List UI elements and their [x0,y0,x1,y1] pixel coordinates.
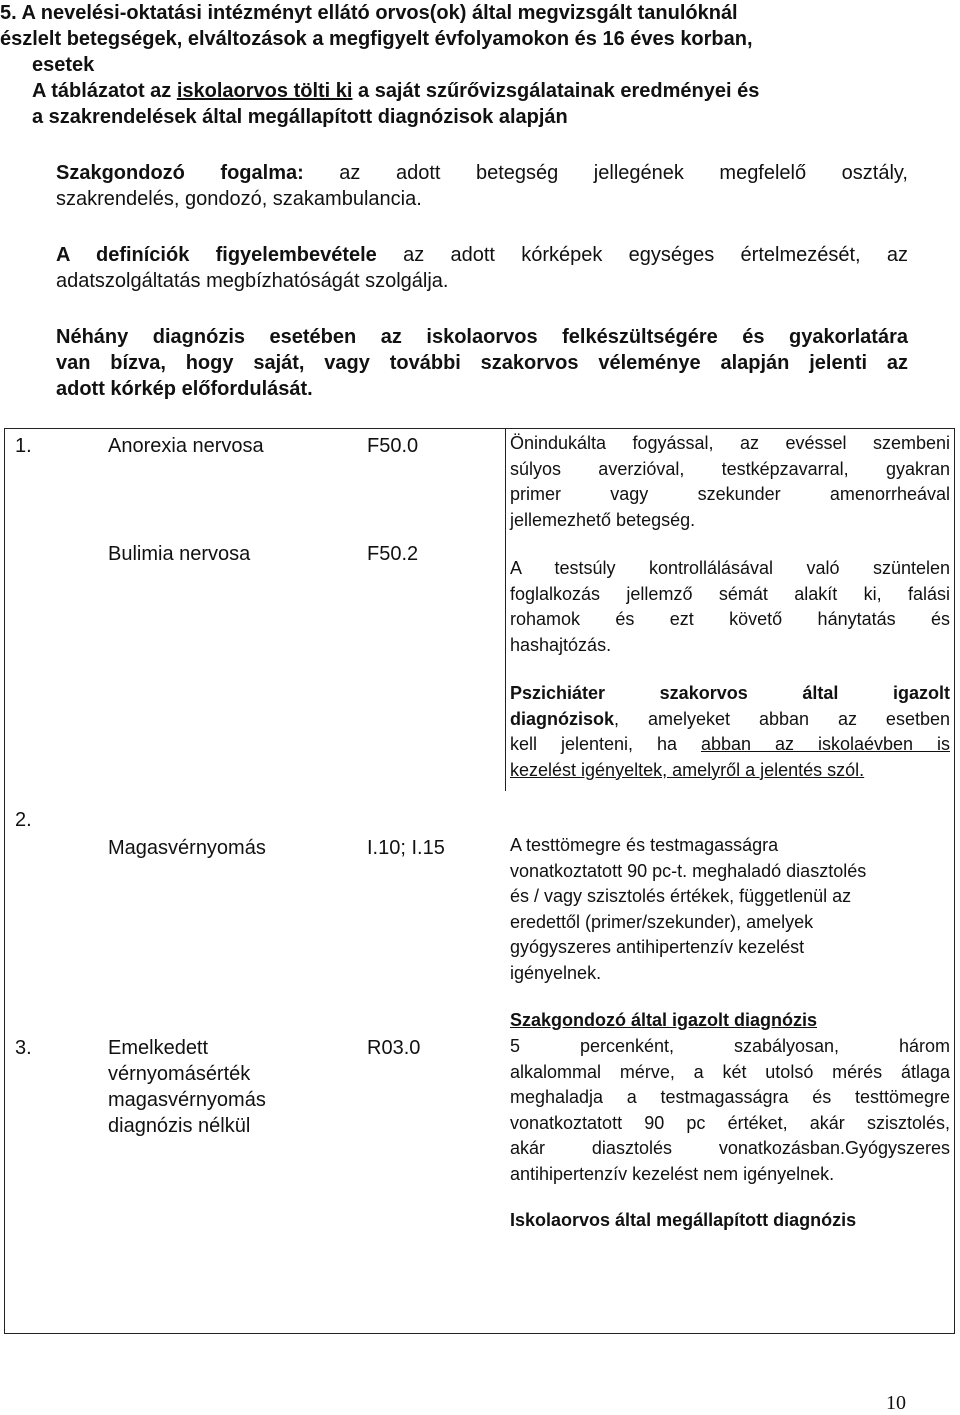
row-3-name: Emelkedett vérnyomásérték magasvérnyomás diagnózis nélkül [108,1037,266,1137]
page-number: 10 [886,1392,906,1414]
row-1-description-1: Önindukálta fogyással, az evéssel szembeni súlyos averzióval, testképzavarral, gyakran primer vagy szekunder amenorrheával jellemezhető betegség. [510,433,950,530]
definition-paragraph-2: A definíciók figyelembevétele az adott kórképek egységes értelmezését, az adatszolgáltatás megbízhatóságát szolgálja. [56,244,908,292]
row-2-code: I.10; I.15 [367,837,445,859]
row-1-description-2: A testsúly kontrollálásával való szüntelen foglalkozás jellemző sémát alakít ki, falási rohamok és ezt követő hánytatás és hashajtózás. [510,558,950,655]
row-3-description: 5 percenként, szabályosan, három alkalommal mérve, a két utolsó mérés átlaga meghaladja a testmagasságra és testtömegre vonatkoztatott 90 pc értéket, akár szisztolés, akár diasztolés vonatkozásban.Gyógyszeres antihipertenzív kezelést nem igényelnek. [510,1036,950,1184]
row-2-description: A testtömegre és testmagasságra vonatkoztatott 90 pc-t. meghaladó diasztolés és / vagy szisztolés értékek, függetlenül az eredettől (primer/szekunder), amelyek gyógyszeres antihipertenzív kezelést igényelnek. [510,835,867,983]
heading-line-1: 5. A nevelési-oktatási intézményt ellátó orvos(ok) által megvizsgált tanulóknál [0,2,738,24]
row-2-number: 2. [15,809,32,831]
row-1-code-2: F50.2 [367,543,419,565]
definition-paragraph-1: Szakgondozó fogalma: az adott betegség jellegének megfelelő osztály, szakrendelés, gondozó, szakambulancia. [56,162,908,210]
definition-paragraph-3: Néhány diagnózis esetében az iskolaorvos felkészültségére és gyakorlatára van bízva, hogy saját, vagy további szakorvos véleménye alapján jelenti az adott kórkép előfordulását. [56,326,908,400]
row-2-note: Szakgondozó által igazolt diagnózis [510,1010,818,1030]
row-3-code: R03.0 [367,1037,421,1059]
heading-line-2: észlelt betegségek, elváltozások a megfigyelt évfolyamokon és 16 éves korban, [0,28,753,50]
heading-line-3: esetek [32,54,95,76]
row-1-number: 1. [15,435,32,457]
column-divider [505,429,506,791]
diagnosis-table [4,428,955,1334]
underlined-text: iskolaorvos tölti ki [176,80,353,102]
row-2-name: Magasvérnyomás [108,837,266,859]
section-heading [0,0,940,130]
row-1-code-1: F50.0 [367,435,419,457]
heading-line-4: A táblázatot az iskolaorvos tölti ki a saját szűrővizsgálatainak eredményei és [32,80,760,102]
row-1-description-3: Pszichiáter szakorvos által igazolt diagnózisok, amelyeket abban az esetben kell jelenteni, ha abban az iskolaévben is kezelést igényeltek, amelyről a jelentés szól. [510,683,950,780]
heading-line-5: a szakrendelések által megállapított diagnózisok alapján [32,106,568,128]
row-3-number: 3. [15,1037,32,1059]
row-1-name-1: Anorexia nervosa [108,435,264,457]
row-1-name-2: Bulimia nervosa [108,543,251,565]
row-3-note: Iskolaorvos által megállapított diagnózis [510,1210,857,1230]
